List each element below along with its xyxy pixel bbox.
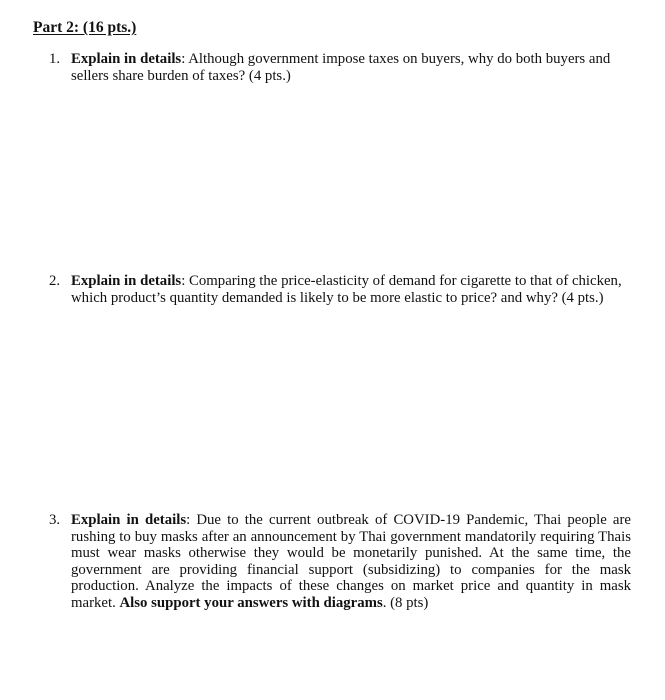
question-text <box>71 512 631 611</box>
question-lead: Explain in details <box>71 512 187 528</box>
question-1 <box>33 51 631 84</box>
part-heading: Part 2: (16 pts.) <box>33 19 137 36</box>
question-number: 3. <box>49 512 61 528</box>
question-prompt: : Due to the current outbreak of COVID-19 Pandemic, Thai people are rushing to buy masks after an announcement by Thai government mandatorily requiring Thais must wear masks otherwise they would be monetarily punished. At the same time, the government are providing financial support (subsidizing) to companies for the mask production. Analyze the impacts of these changes on market price and quantity in mask market. <box>71 512 631 611</box>
question-prompt: : Comparing the price-elasticity of demand for cigarette to that of chicken, which product’s quantity demanded is likely to be more elastic to price? and why? (4 pts.) <box>71 273 622 306</box>
question-text <box>71 51 631 84</box>
question-number: 1. <box>49 51 61 67</box>
question-emphasis: Also support your answers with diagrams <box>119 594 383 611</box>
question-2 <box>33 273 631 306</box>
question-text <box>71 273 631 306</box>
question-lead: Explain in details <box>71 273 182 289</box>
question-prompt: : Although government impose taxes on buyers, why do both buyers and sellers share burden of taxes? (4 pts.) <box>71 51 611 84</box>
question-points: . (8 pts) <box>382 594 429 611</box>
question-3 <box>33 512 631 611</box>
question-number: 2. <box>49 273 61 289</box>
question-lead: Explain in details <box>71 51 182 67</box>
